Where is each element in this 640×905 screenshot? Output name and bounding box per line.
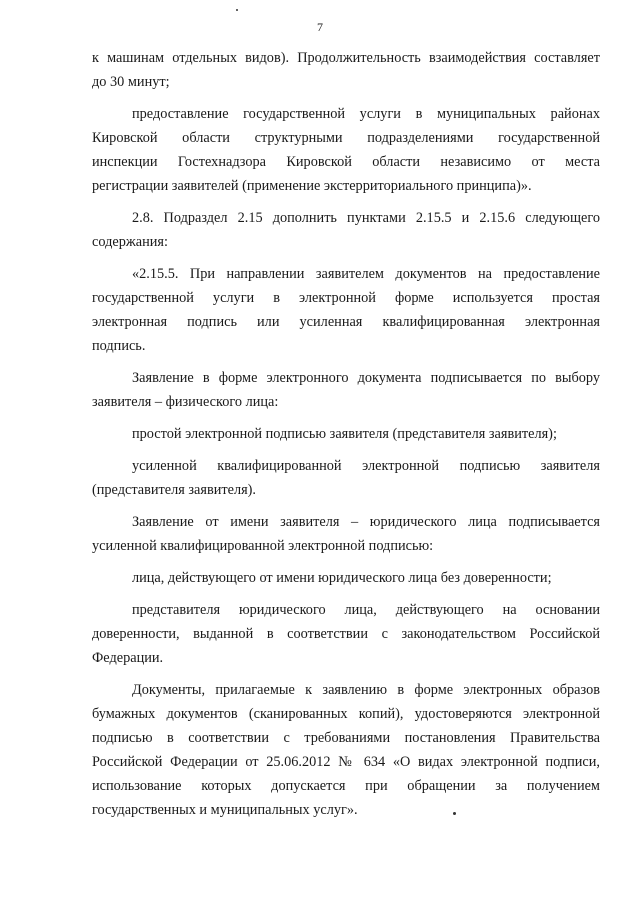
paragraph [92, 566, 600, 590]
paragraph [92, 454, 600, 502]
page-number: 7 [317, 20, 323, 34]
text-line: до 30 минут; [92, 74, 170, 90]
scan-speck [453, 812, 456, 815]
text-line: предоставление государственной услуги в муниципальных районах [132, 106, 600, 122]
paragraph [92, 598, 600, 670]
text-line: усиленной квалифицированной электронной подписью: [92, 538, 434, 554]
text-line: к машинам отдельных видов). Продолжительность взаимодействия составляет [92, 50, 600, 66]
text-line: электронная подпись или усиленная квалифицированная электронная [92, 314, 600, 330]
text-line: Кировской области структурными подразделениями государственной [92, 130, 600, 146]
scan-speck [236, 9, 238, 11]
paragraph-gap [92, 670, 600, 678]
paragraph [92, 102, 600, 198]
paragraph-gap [92, 198, 600, 206]
text-line: «2.15.5. При направлении заявителем документов на предоставление [132, 266, 600, 282]
paragraph-gap [92, 414, 600, 422]
paragraph [92, 422, 600, 446]
paragraph-gap [92, 358, 600, 366]
text-line: бумажных документов (сканированных копий), удостоверяются электронной [92, 706, 600, 722]
document-body [92, 46, 600, 822]
text-line: представителя юридического лица, действующего на основании [132, 602, 600, 618]
paragraph [92, 206, 600, 254]
paragraph [92, 366, 600, 414]
paragraph-gap [92, 446, 600, 454]
text-line: государственной услуги в электронной форме используется простая [92, 290, 600, 306]
text-line: (представителя заявителя). [92, 482, 256, 498]
text-line: усиленной квалифицированной электронной подписью заявителя [132, 458, 600, 474]
paragraph-gap [92, 94, 600, 102]
text-line: Документы, прилагаемые к заявлению в форме электронных образов [132, 682, 600, 698]
text-line: простой электронной подписью заявителя (представителя заявителя); [132, 426, 557, 442]
paragraph-gap [92, 590, 600, 598]
text-line: подпись. [92, 338, 146, 354]
text-line: 2.8. Подраздел 2.15 дополнить пунктами 2.15.5 и 2.15.6 следующего [132, 210, 600, 226]
paragraph-gap [92, 558, 600, 566]
text-line: Федерации. [92, 650, 164, 666]
text-line: содержания: [92, 234, 168, 250]
text-line: Заявление в форме электронного документа подписывается по выбору [132, 370, 600, 386]
paragraph [92, 678, 600, 822]
text-line: заявителя – физического лица: [92, 394, 279, 410]
text-line: использование которых допускается при обращении за получением [92, 778, 600, 794]
paragraph [92, 510, 600, 558]
paragraph [92, 46, 600, 94]
text-line: Заявление от имени заявителя – юридического лица подписывается [132, 514, 600, 530]
paragraph-gap [92, 254, 600, 262]
text-line: Российской Федерации от 25.06.2012 № 634 «О видах электронной подписи, [92, 754, 600, 770]
paragraph [92, 262, 600, 358]
text-line: подписью в соответствии с требованиями постановления Правительства [92, 730, 600, 746]
text-line: доверенности, выданной в соответствии с законодательством Российской [92, 626, 600, 642]
text-line: государственных и муниципальных услуг». [92, 802, 358, 818]
text-line: регистрации заявителей (применение экстерриториального принципа)». [92, 178, 532, 194]
text-line: инспекции Гостехнадзора Кировской области независимо от места [92, 154, 600, 170]
paragraph-gap [92, 502, 600, 510]
text-line: лица, действующего от имени юридического лица без доверенности; [132, 570, 552, 586]
